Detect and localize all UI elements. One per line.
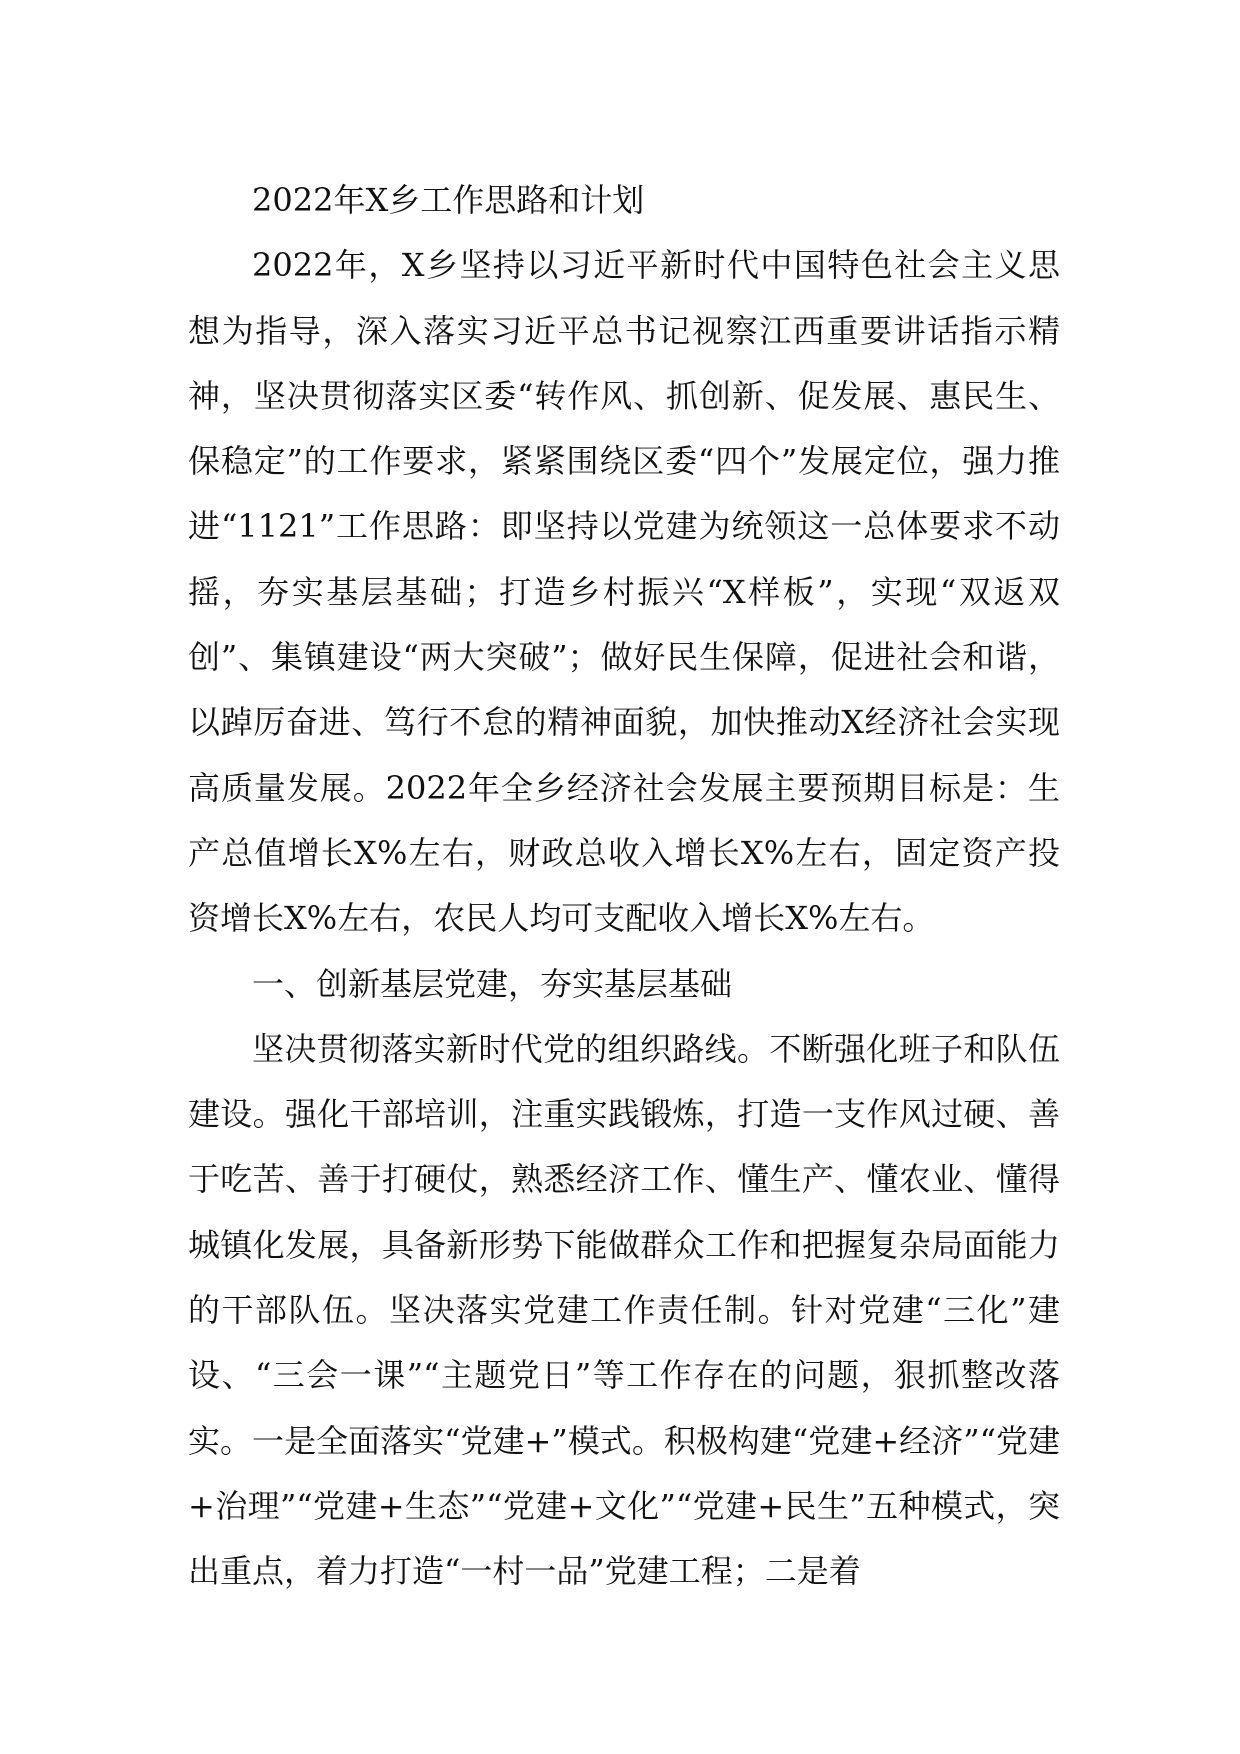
document-body	[188, 168, 1060, 1605]
document-title: 2022年X乡工作思路和计划	[252, 181, 645, 219]
section-heading: 一、创新基层党建，夯实基层基础	[252, 964, 733, 1003]
section-body-paragraph: 坚决贯彻落实新时代党的组织路线。不断强化班子和队伍建设。强化干部培训，注重实践锻炼，打造一支作风过硬、善于吃苦、善于打硬仗，熟悉经济工作、懂生产、懂农业、懂得城镇化发展，具备新形势下能做群众工作和把握复杂局面能力的干部队伍。坚决落实党建工作责任制。针对党建“三化”建设、“三会一课”“主题党日”等工作存在的问题，狠抓整改落实。一是全面落实“党建+”模式。积极构建“党建+经济”“党建+治理”“党建+生态”“党建+文化”“党建+民生”五种模式，突出重点，着力打造“一村一品”党建工程；二是着	[188, 1029, 1060, 1591]
intro-paragraph: 2022年，X乡坚持以习近平新时代中国特色社会主义思想为指导，深入落实习近平总书记视察江西重要讲话指示精神，坚决贯彻落实区委“转作风、抓创新、促发展、惠民生、保稳定”的工作要求，紧紧围绕区委“四个”发展定位，强力推进“1121”工作思路：即坚持以党建为统领这一总体要求不动摇，夯实基层基础；打造乡村振兴“X样板”，实现“双返双创”、集镇建设“两大突破”；做好民生保障，促进社会和谐，以踔厉奋进、笃行不怠的精神面貌，加快推动X经济社会实现高质量发展。2022年全乡经济社会发展主要预期目标是：生产总值增长X%左右，财政总收入增长X%左右，固定资产投资增长X%左右，农民人均可支配收入增长X%左右。	[188, 246, 1060, 938]
